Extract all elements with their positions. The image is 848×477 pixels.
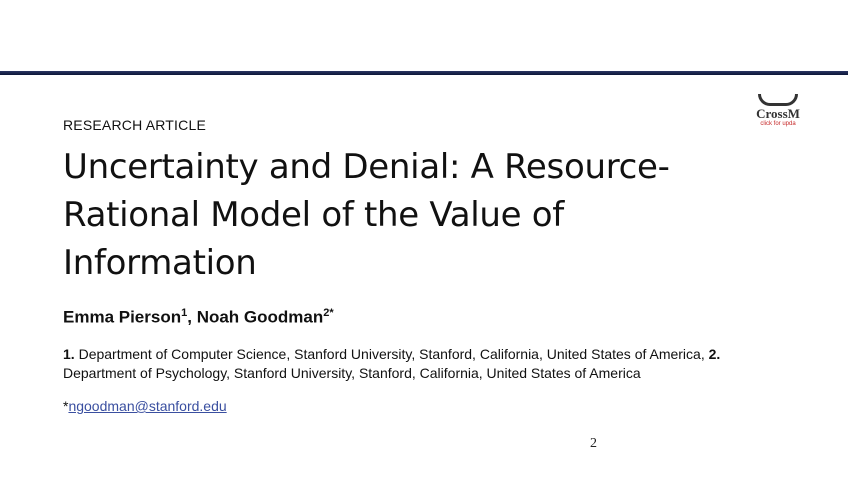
affiliations [63, 345, 793, 383]
header-rule [0, 71, 848, 75]
affiliation-number: 1. [63, 346, 75, 362]
page-number: 2 [590, 436, 597, 451]
crossmark-tagline: click for upda [760, 121, 796, 127]
author-separator: , [187, 307, 197, 327]
title-line-1: Uncertainty and Denial: A Resource- [63, 147, 670, 187]
title-line-2: Rational Model of the Value of [63, 195, 564, 235]
author-name: Noah Goodman [196, 307, 324, 327]
author-list [63, 307, 334, 328]
author-affiliation-mark: 1 [181, 307, 188, 319]
crossmark-badge[interactable] [748, 94, 808, 134]
title-line-3: Information [63, 243, 257, 283]
affiliation-text: Department of Computer Science, Stanford University, Stanford, California, United States of America, [78, 346, 705, 362]
affiliation-number: 2. [708, 346, 721, 362]
author-affiliation-mark: 2* [323, 307, 334, 319]
email-link[interactable]: ngoodman@stanford.edu [68, 398, 227, 414]
article-type: RESEARCH ARTICLE [63, 117, 206, 133]
corresponding-marker: * [63, 398, 69, 414]
affiliation-text: Department of Psychology, Stanford University, Stanford, California, United States of America [63, 365, 641, 381]
author-name: Emma Pierson [63, 307, 182, 327]
paper-title [63, 143, 723, 287]
crossmark-icon [758, 94, 798, 106]
crossmark-name: CrossM [756, 106, 800, 121]
corresponding-author [63, 398, 227, 414]
